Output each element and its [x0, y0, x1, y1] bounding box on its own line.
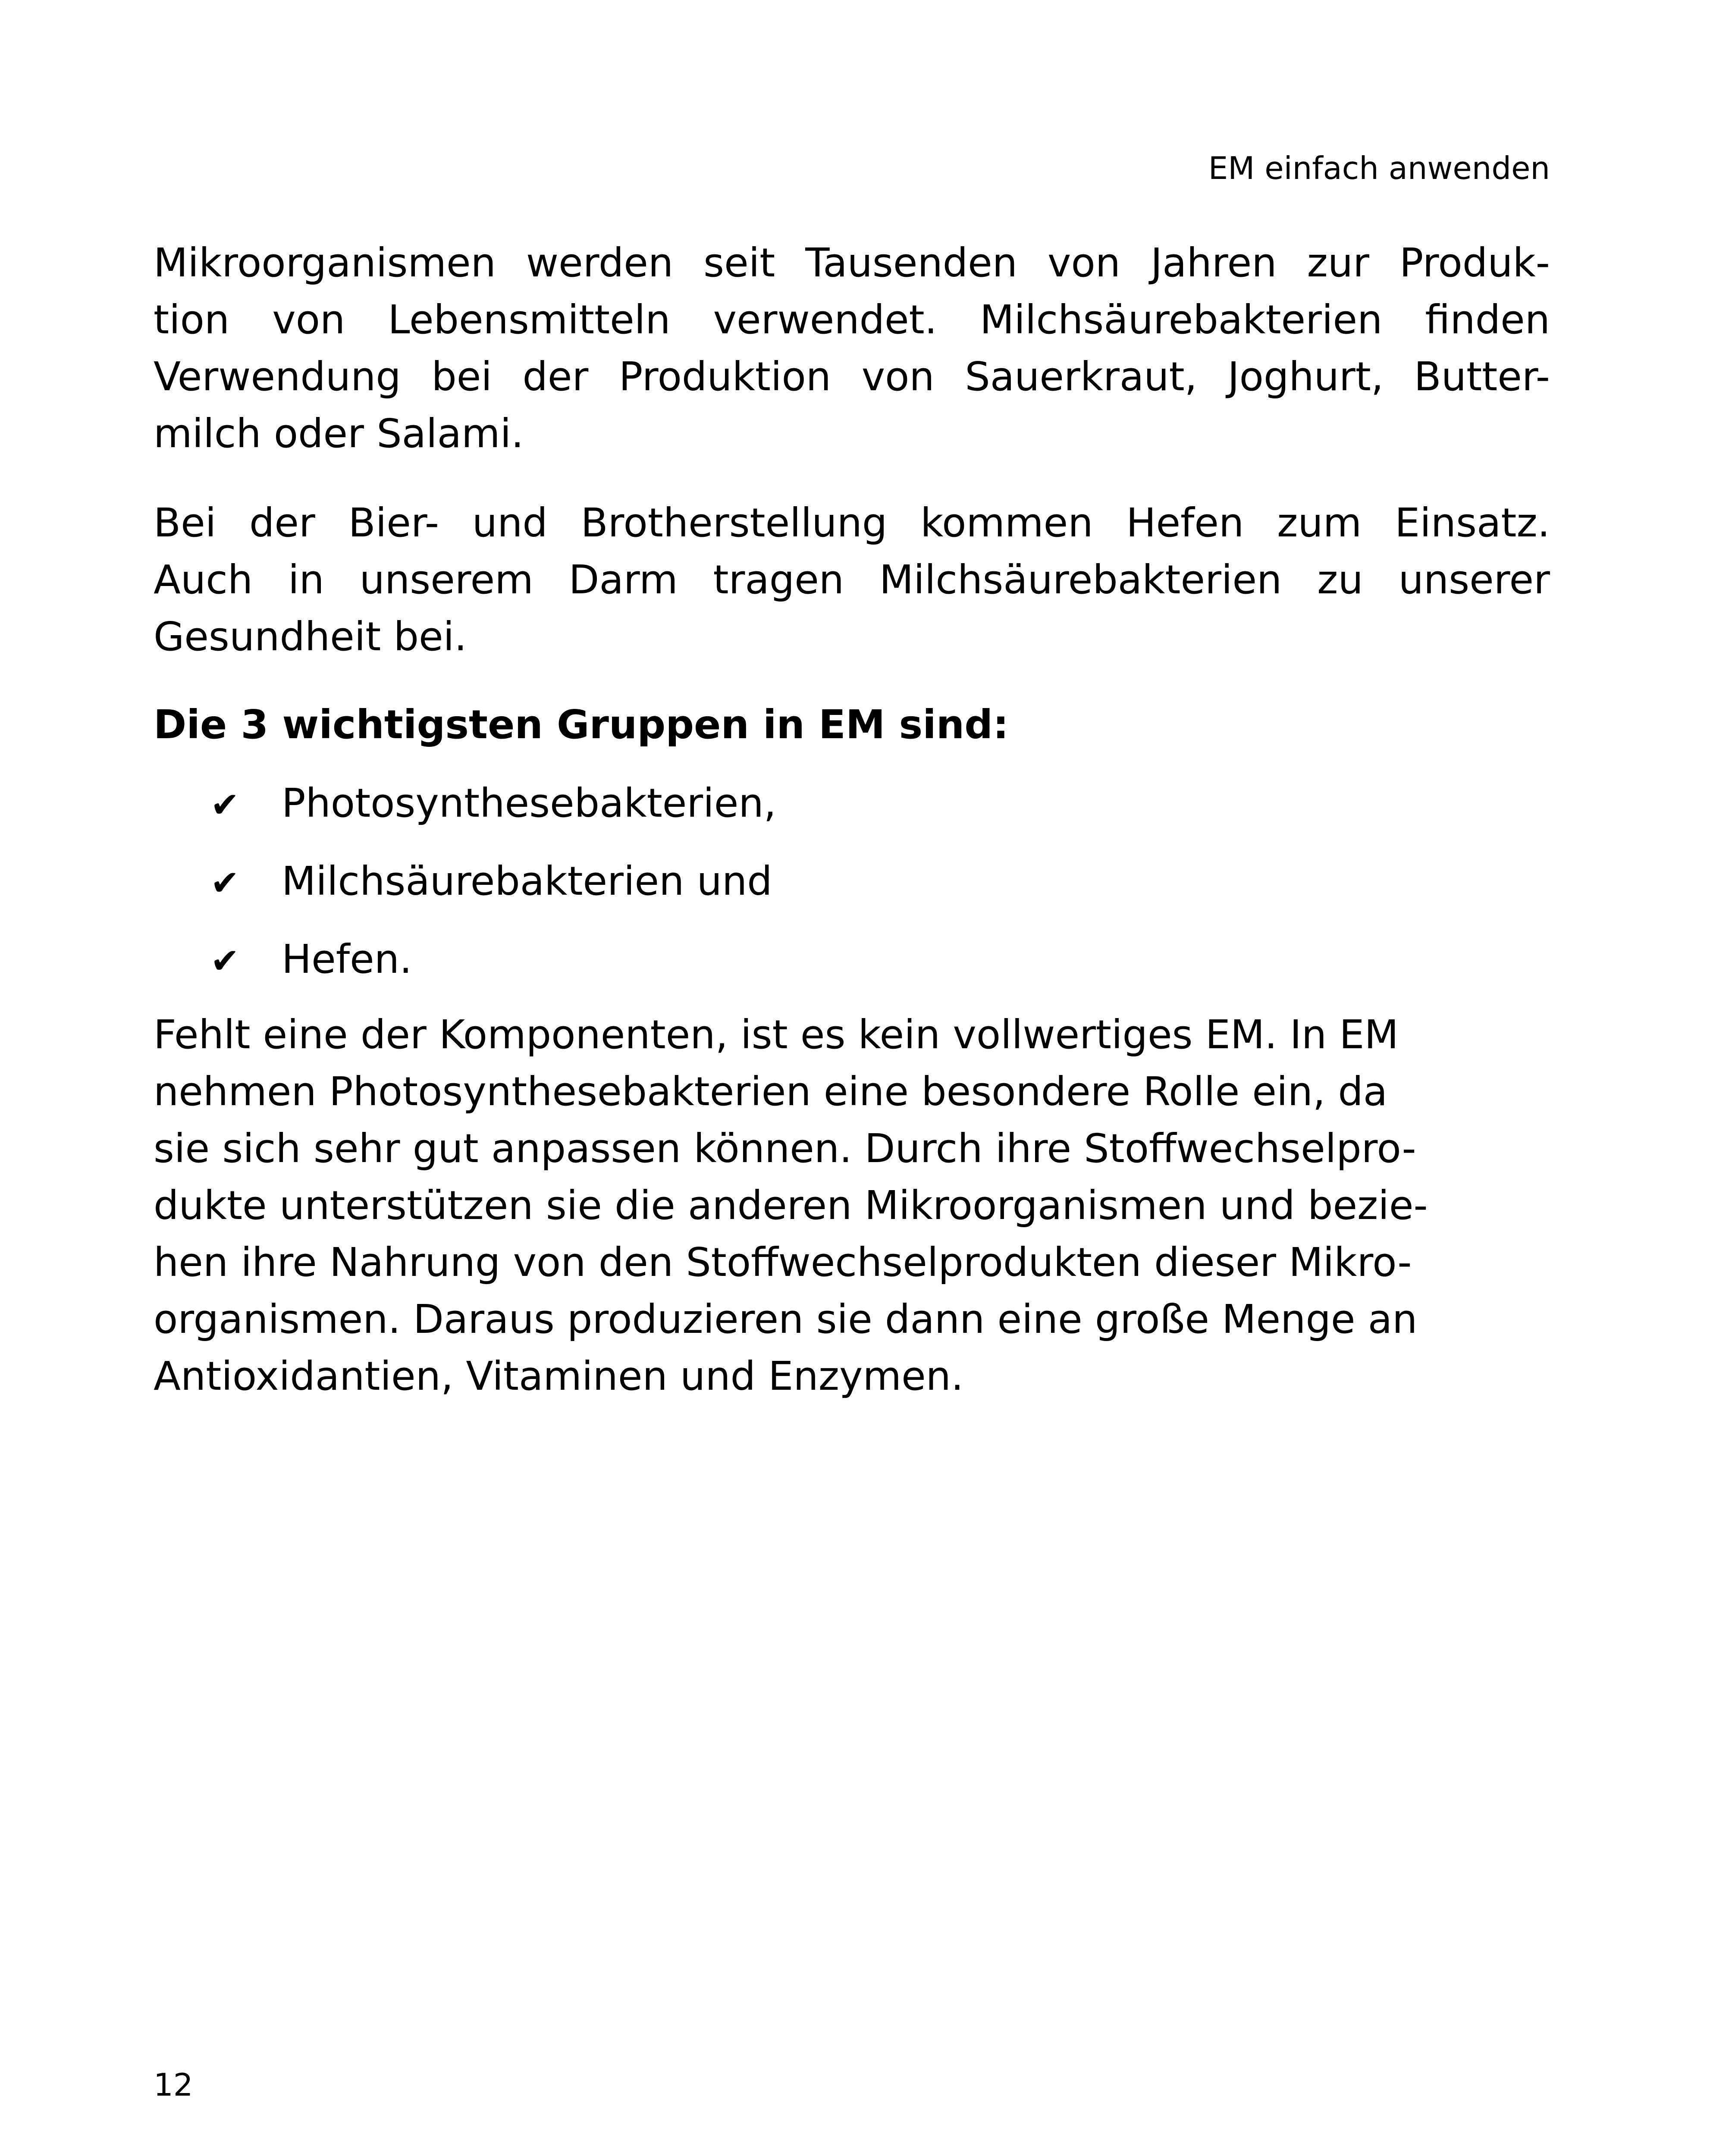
- text-line: milch oder Salami.: [154, 411, 524, 457]
- text-line: Fehlt eine der Komponenten, ist es kein vollwertiges EM. In EM: [154, 1012, 1399, 1058]
- paragraph-2: [154, 495, 1550, 665]
- text-line: sie sich sehr gut anpassen können. Durch ihre Stoffwechselpro-: [154, 1125, 1416, 1172]
- list-item-label: Photosynthesebakterien,: [282, 780, 776, 826]
- text-line: Antioxidantien, Vitaminen und Enzymen.: [154, 1353, 964, 1399]
- running-header: EM einfach anwenden: [1208, 150, 1550, 186]
- text-line: Gesundheit bei.: [154, 614, 467, 660]
- list-item: [210, 931, 412, 990]
- paragraph-1: [154, 235, 1550, 462]
- section-heading: Die 3 wichtigsten Gruppen in EM sind:: [154, 702, 1009, 748]
- check-mark-icon: ✔: [210, 863, 240, 903]
- text-line: tion von Lebensmitteln verwendet. Milchsäurebakterien finden: [154, 297, 1550, 343]
- paragraph-3: [154, 1006, 1550, 1405]
- text-line: Auch in unserem Darm tragen Milchsäurebakterien zu unserer: [154, 557, 1550, 603]
- text-line: Mikroorganismen werden seit Tausenden von Jahren zur Produk-: [154, 240, 1550, 286]
- list-item-label: Hefen.: [282, 936, 412, 982]
- check-mark-icon: ✔: [210, 941, 240, 981]
- text-line: nehmen Photosynthesebakterien eine besondere Rolle ein, da: [154, 1069, 1388, 1115]
- text-line: dukte unterstützen sie die anderen Mikroorganismen und bezie-: [154, 1182, 1428, 1228]
- list-item-label: Milchsäurebakterien und: [282, 858, 772, 904]
- text-line: Verwendung bei der Produktion von Sauerkraut, Joghurt, Butter-: [154, 354, 1550, 400]
- page-number: 12: [154, 2067, 193, 2103]
- text-line: hen ihre Nahrung von den Stoffwechselprodukten dieser Mikro-: [154, 1239, 1412, 1285]
- list-item: [210, 853, 772, 912]
- text-line: Bei der Bier- und Brotherstellung kommen Hefen zum Einsatz.: [154, 500, 1550, 546]
- check-mark-icon: ✔: [210, 785, 240, 825]
- list-item: [210, 775, 776, 834]
- text-line: organismen. Daraus produzieren sie dann eine große Menge an: [154, 1296, 1418, 1342]
